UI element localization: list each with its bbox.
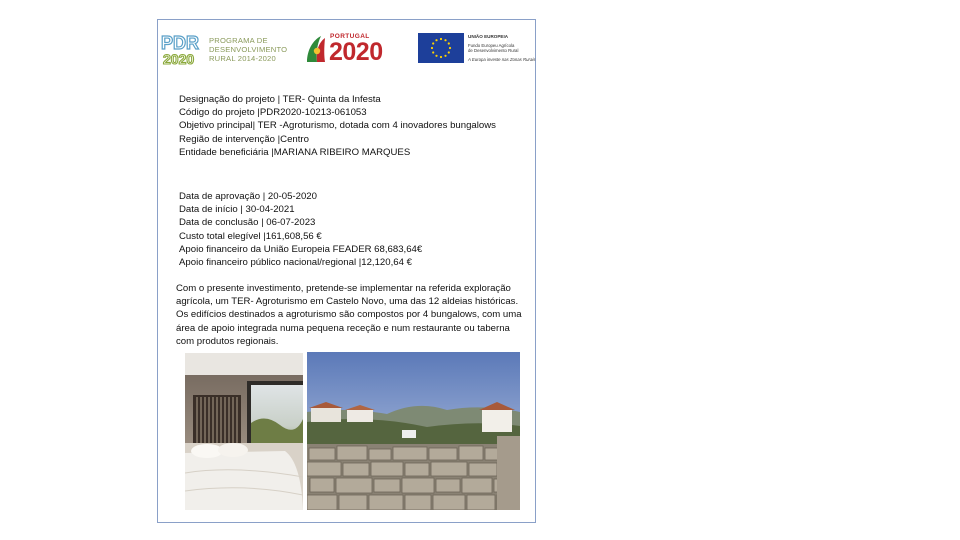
- pdr-line-3: RURAL 2014-2020: [209, 54, 276, 63]
- eu-flag-icon: [418, 33, 464, 63]
- project-description: Com o presente investimento, pretende-se implementar na referida exploração agrícola, um TER- Agroturismo em Castelo Novo, uma das 12 aldeias históricas. Os edifícios destinados a agroturismo são compostos por 4 bungalows, com uma área de apoio integrada numa pequena receção e num restaurante ou taberna com produtos regionais.: [176, 283, 522, 347]
- eu-fund-line-2: de Desenvolvimento Rural: [468, 48, 519, 54]
- national-funding: Apoio financeiro público nacional/regional |12,120,64 €: [179, 256, 412, 268]
- bedroom-photo: [185, 353, 303, 510]
- portugal-2020-number: 2020: [329, 38, 383, 66]
- pdr-line-1: PROGRAMA DE: [209, 36, 268, 45]
- project-region: Região de intervenção |Centro: [179, 133, 309, 145]
- total-eligible-cost: Custo total elegível |161,608,56 €: [179, 230, 322, 242]
- eu-funding: Apoio financeiro da União Europeia FEADER 68,683,64€: [179, 243, 423, 255]
- completion-date: Data de conclusão | 06-07-2023: [179, 217, 316, 229]
- eu-text: [468, 34, 535, 62]
- project-info: [179, 93, 496, 159]
- bedroom-image: [185, 353, 303, 510]
- svg-text:PDR: PDR: [161, 33, 200, 53]
- portugal2020-logo: [305, 32, 405, 66]
- project-dates-funding: [179, 190, 422, 269]
- project-designation: Designação do projeto | TER- Quinta da Infesta: [179, 94, 381, 105]
- start-date: Data de início | 30-04-2021: [179, 204, 295, 216]
- portugal-label: PORTUGAL: [330, 33, 370, 40]
- village-photo: [307, 352, 520, 510]
- project-objective: Objetivo principal| TER -Agroturismo, dotada com 4 inovadores bungalows: [179, 120, 496, 132]
- pdr2020-text: [209, 36, 287, 63]
- eu-title: UNIÃO EUROPEIA: [468, 34, 509, 39]
- project-beneficiary: Entidade beneficiária |MARIANA RIBEIRO MARQUES: [179, 146, 411, 158]
- eu-fund-line-1: Fundo Europeu Agrícola: [468, 42, 515, 48]
- village-image: [307, 352, 520, 510]
- approval-date: Data de aprovação | 20-05-2020: [179, 191, 317, 202]
- pdr2020-logo: [161, 32, 293, 66]
- svg-text:2020: 2020: [163, 51, 195, 66]
- eu-tagline: A Europa investe nas Zonas Rurais: [468, 56, 536, 62]
- eu-logo: [418, 33, 536, 67]
- project-sheet: [157, 19, 536, 523]
- portugal-flag-icon: [305, 34, 327, 64]
- pdr2020-mark-icon: [161, 32, 205, 66]
- pdr-line-2: DESENVOLVIMENTO: [209, 45, 288, 54]
- project-code: Código do projeto |PDR2020-10213-061053: [179, 107, 367, 119]
